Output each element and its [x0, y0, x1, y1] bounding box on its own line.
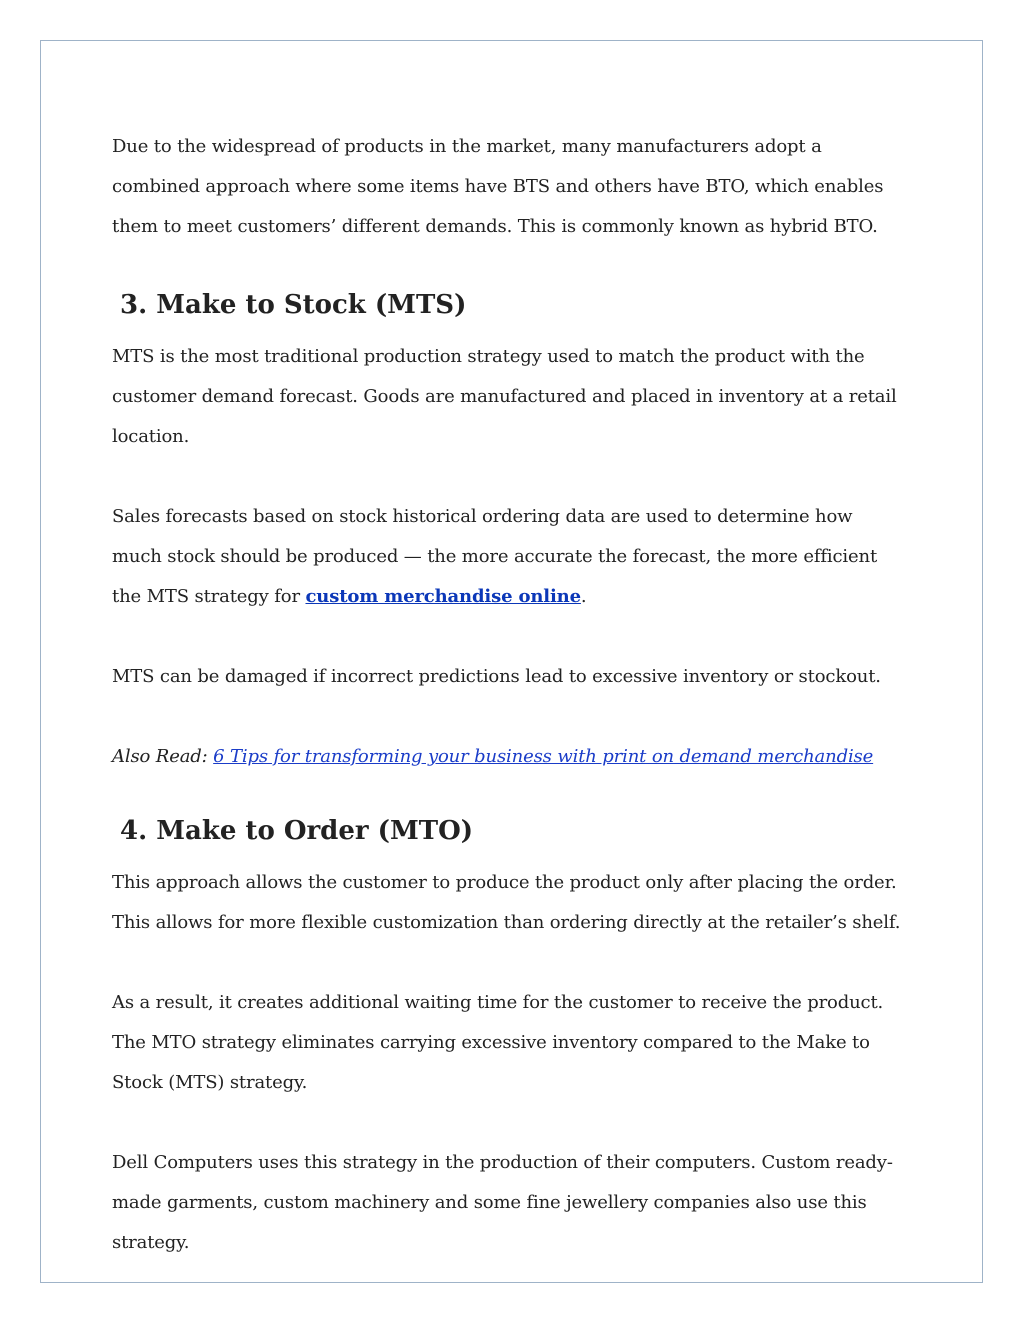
also-read-line [112, 737, 902, 777]
paragraph-mto-examples: Dell Computers uses this strategy in the production of their computers. Custom ready-made garments, custom machinery and some fine jewellery companies also use this strategy. [112, 1152, 893, 1253]
also-read-link[interactable]: 6 Tips for transforming your business with print on demand merchandise [213, 746, 874, 767]
paragraph-mts-forecasts-end: . [580, 586, 587, 607]
heading-make-to-stock: 3. Make to Stock (MTS) [120, 290, 467, 320]
paragraph-mto-waiting: As a result, it creates additional waiting time for the customer to receive the product. The MTO strategy eliminates carrying excessive inventory compared to the Make to Stock (MTS) strategy. [112, 992, 884, 1093]
heading-make-to-order: 4. Make to Order (MTO) [120, 816, 474, 846]
paragraph-mto-definition: This approach allows the customer to produce the product only after placing the order. This allows for more flexible customization than ordering directly at the retailer’s shelf. [112, 872, 901, 933]
document-body [112, 127, 902, 1263]
also-read-label: Also Read: [112, 746, 208, 767]
paragraph-mts-definition: MTS is the most traditional production strategy used to match the product with the customer demand forecast. Goods are manufactured and placed in inventory at a retail location. [112, 346, 897, 447]
paragraph-mts-forecasts-text: Sales forecasts based on stock historical ordering data are used to determine how much stock should be produced — the more accurate the forecast, the more efficient the MTS strategy for [112, 506, 878, 607]
paragraph-mts-forecasts [112, 497, 902, 617]
paragraph-mts-damage: MTS can be damaged if incorrect predictions lead to excessive inventory or stockout. [112, 666, 881, 687]
paragraph-hybrid-bto: Due to the widespread of products in the market, many manufacturers adopt a combined approach where some items have BTS and others have BTO, which enables them to meet customers’ different demands. This is commonly known as hybrid BTO. [112, 136, 884, 237]
custom-merchandise-link[interactable]: custom merchandise online [305, 586, 581, 607]
